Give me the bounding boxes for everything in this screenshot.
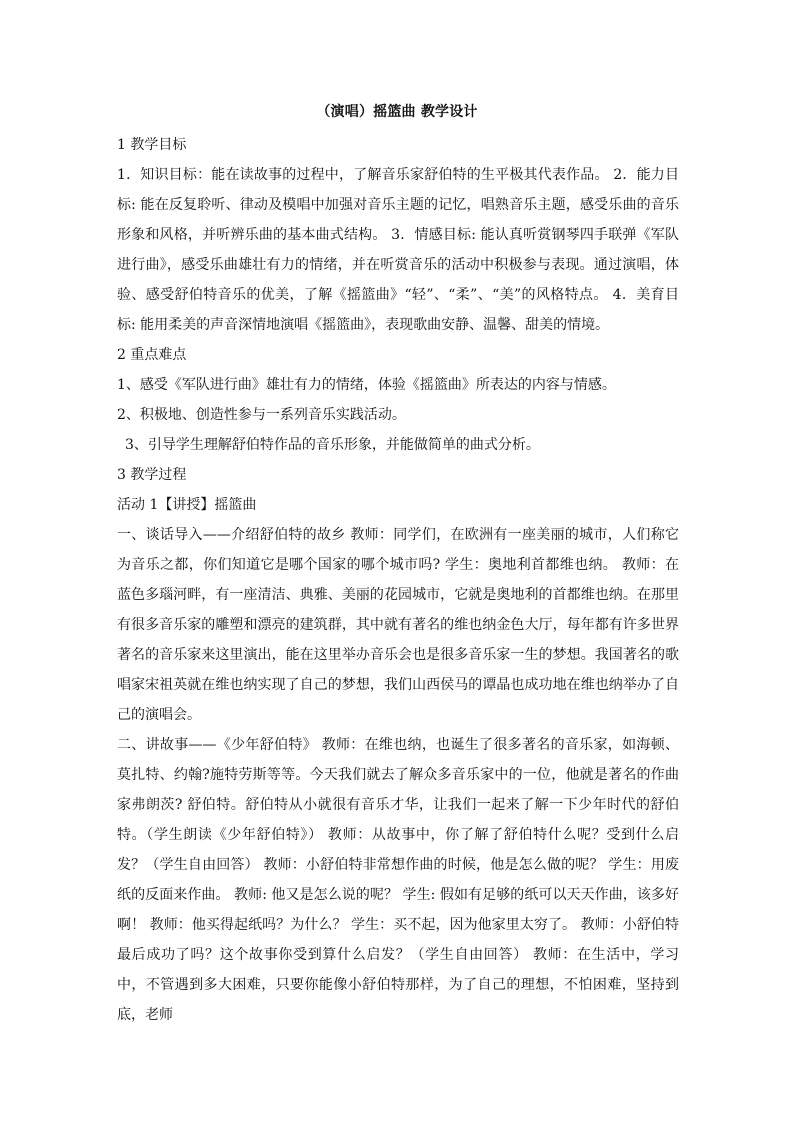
section-heading-goals: 1 教学目标: [117, 137, 187, 153]
goals-paragraph: 1．知识目标：能在读故事的过程中，了解音乐家舒伯特的生平极其代表作品。 2．能力目标: 能在反复聆听、律动及模唱中加强对音乐主题的记忆，唱熟音乐主题，感受乐曲的音乐形象和风格，并听辨乐曲的基本曲式结构。 3．情感目标: 能认真听赏钢琴四手联弹《军队进行曲》，感受乐曲雄壮有力的情绪，并在听赏音乐的活动中积极参与表现。通过演唱，体验、感受舒伯特音乐的优美，了解《摇篮曲》“轻”、“柔”、“美”的风格特点。 4．美育目标: 能用柔美的声音深情地演唱《摇篮曲》，表现歌曲安静、温馨、甜美的情境。: [117, 167, 679, 333]
process-paragraph-1: 一、谈话导入——介绍舒伯特的故乡 教师：同学们，在欧洲有一座美丽的城市，人们称它为音乐之都，你们知道它是哪个国家的哪个城市吗? 学生：奥地利首都维也纳。 教师：在蓝色多瑙河畔，有一座清洁、典雅、美丽的花园城市，它就是奥地利的首都维也纳。在那里有很多音乐家的雕塑和漂亮的建筑群，其中就有著名的维也纳金色大厅，每年都有许多世界著名的音乐家来这里演出，能在这里举办音乐会也是很多音乐家一生的梦想。我国著名的歌唱家宋祖英就在维也纳实现了自己的梦想，我们山西侯马的谭晶也成功地在维也纳举办了自己的演唱会。: [117, 527, 679, 723]
activity-title: 活动 1【讲授】摇篮曲: [117, 497, 257, 513]
key-point-1: 1、感受《军队进行曲》雄壮有力的情绪，体验《摇篮曲》所表达的内容与情感。: [117, 377, 616, 393]
section-heading-key-points: 2 重点难点: [117, 347, 187, 363]
section-heading-process: 3 教学过程: [117, 467, 187, 483]
key-point-3: 3、引导学生理解舒伯特作品的音乐形象，并能做简单的曲式分析。: [125, 437, 540, 453]
key-point-2: 2、积极地、创造性参与一系列音乐实践活动。: [117, 407, 406, 423]
process-paragraph-2: 二、讲故事——《少年舒伯特》 教师：在维也纳，也诞生了很多著名的音乐家，如海顿、莫扎特、约翰?施特劳斯等等。今天我们就去了解众多音乐家中的一位，他就是著名的作曲家弗朗茨? 舒伯特。舒伯特从小就很有音乐才华，让我们一起来了解一下少年时代的舒伯特。（学生朗读《少年舒伯特》） 教师：从故事中，你了解了舒伯特什么呢？受到什么启发？（学生自由回答） 教师：小舒伯特非常想作曲的时候，他是怎么做的呢？ 学生：用废纸的反面来作曲。 教师: 他又是怎么说的呢？ 学生: 假如有足够的纸可以天天作曲，该多好啊！ 教师：他买得起纸吗？为什么？ 学生：买不起，因为他家里太穷了。 教师：小舒伯特最后成功了吗？这个故事你受到算什么启发？（学生自由回答） 教师：在生活中，学习中，不管遇到多大困难，只要你能像小舒伯特那样，为了自己的理想，不怕困难，坚持到底，老师: [117, 737, 679, 1023]
document-title: （演唱）摇篮曲 教学设计: [316, 104, 478, 120]
document-content: [117, 130, 679, 1030]
